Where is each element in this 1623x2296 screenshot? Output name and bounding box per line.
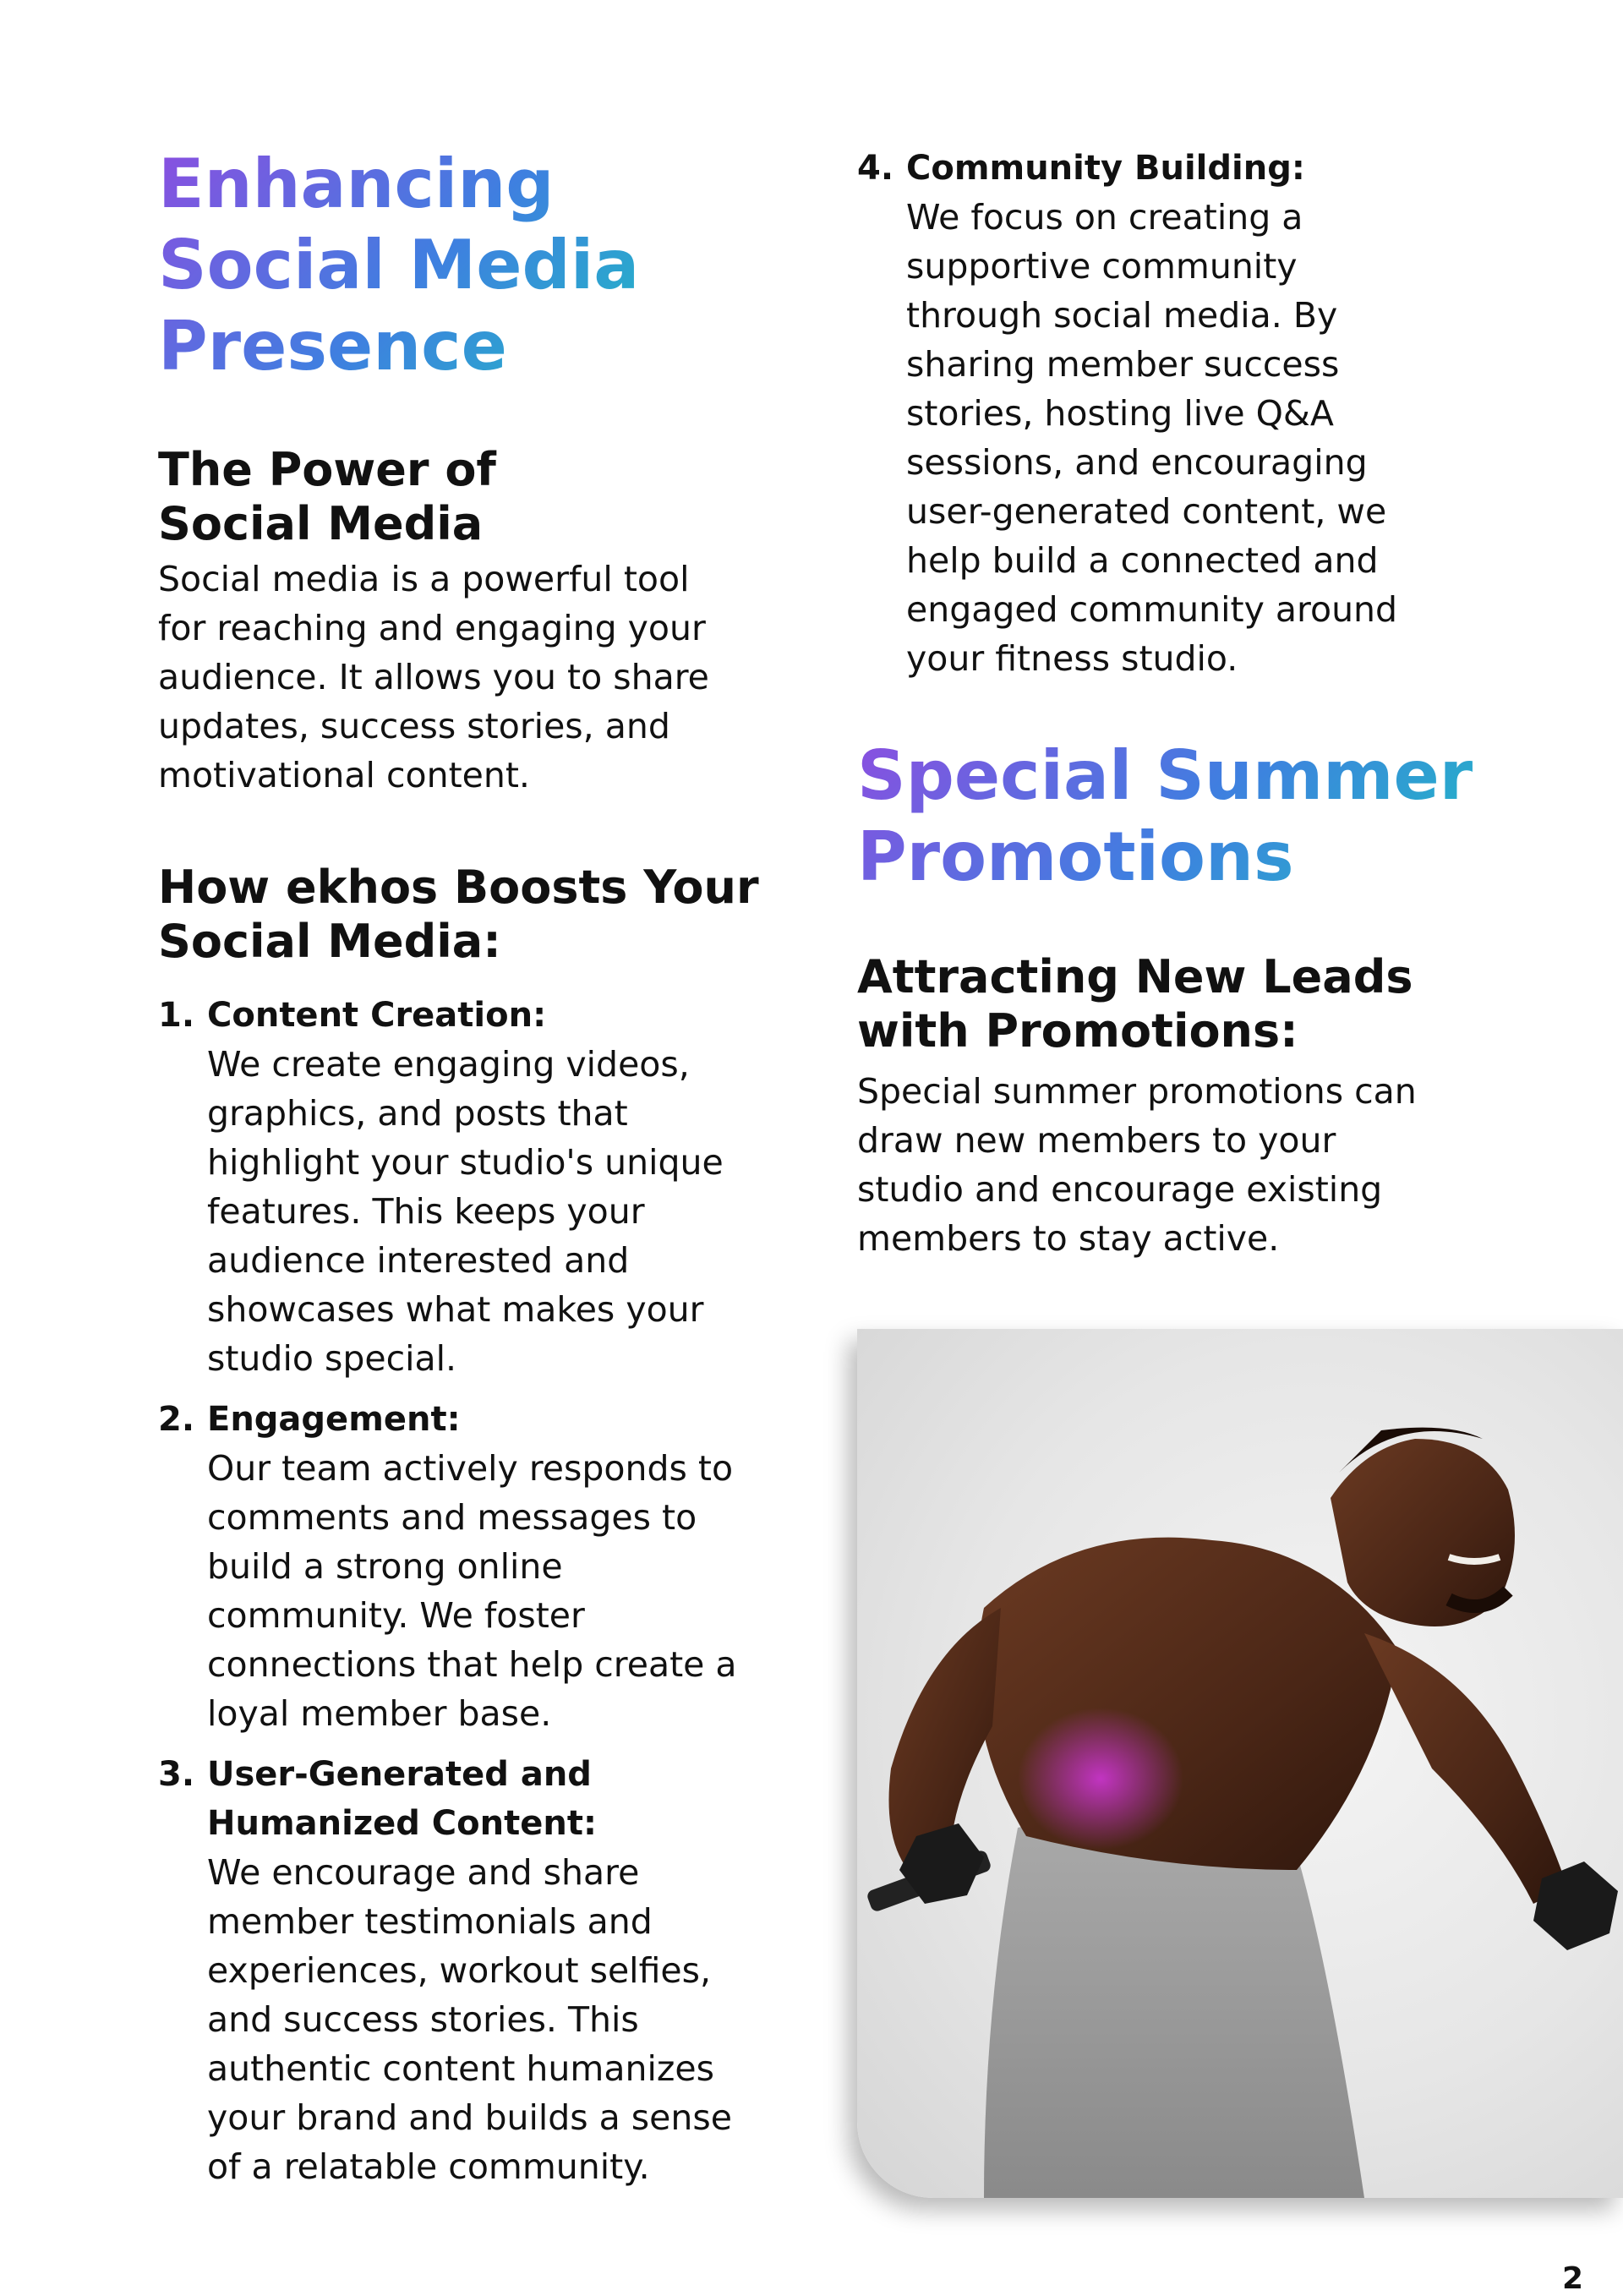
title-line: Promotions (857, 817, 1294, 896)
text-line: help build a connected and (906, 540, 1379, 581)
athlete-lifting-dumbbells-photo (857, 1329, 1623, 2198)
text-line: through social media. By (906, 295, 1338, 336)
text-line: for reaching and engaging your (158, 608, 706, 648)
list-number: 2. (158, 1400, 195, 1439)
text-line: Social media is a powerful tool (158, 559, 690, 599)
text-line: We focus on creating a (906, 197, 1303, 238)
text-line: Special summer promotions can (857, 1071, 1417, 1112)
list-number: 3. (158, 1755, 195, 1794)
right-column (857, 144, 1618, 1263)
text-line: member testimonials and (207, 1901, 653, 1942)
heading-line: The Power of (158, 443, 496, 496)
list-item-title: Community Building: (906, 149, 1305, 188)
text-line: your fitness studio. (906, 638, 1238, 679)
text-line: authentic content humanizes (207, 2048, 714, 2089)
text-line: community. We foster (207, 1595, 585, 1636)
text-line: audience. It allows you to share (158, 657, 709, 697)
list-item-title: Engagement: (207, 1400, 461, 1439)
list-item-title: Content Creation: (207, 996, 547, 1035)
text-line: of a relatable community. (207, 2146, 650, 2187)
text-line: draw new members to your (857, 1120, 1336, 1161)
heading-line: Social Media (158, 497, 484, 550)
text-line: studio and encourage existing (857, 1169, 1383, 1210)
left-column (158, 144, 784, 2203)
text-line: showcases what makes your (207, 1289, 704, 1330)
heading-line: with Promotions: (857, 1004, 1298, 1058)
power-of-social-media-text (158, 555, 784, 800)
list-number: 4. (857, 149, 894, 188)
list-item (857, 144, 1618, 683)
heading-line: How ekhos Boosts Your (158, 861, 759, 914)
text-line: highlight your studio's unique (207, 1142, 724, 1183)
heading-line: Social Media: (158, 915, 501, 968)
list-item-title: Humanized Content: (207, 1804, 597, 1843)
list-item (158, 991, 784, 1383)
list-item-title: User-Generated and (207, 1755, 592, 1794)
text-line: features. This keeps your (207, 1191, 645, 1232)
list-number: 1. (158, 996, 195, 1035)
boost-list (158, 991, 784, 2191)
attracting-leads-heading (857, 950, 1618, 1058)
text-line: comments and messages to (207, 1497, 697, 1538)
social-media-section-title (158, 144, 784, 387)
text-line: audience interested and (207, 1240, 630, 1281)
title-line: Special Summer (857, 736, 1473, 815)
text-line: and success stories. This (207, 1999, 639, 2040)
text-line: your brand and builds a sense (207, 2097, 732, 2138)
text-line: We encourage and share (207, 1852, 640, 1893)
text-line: We create engaging videos, (207, 1044, 690, 1085)
text-line: engaged community around (906, 589, 1398, 630)
heading-line: Attracting New Leads (857, 950, 1413, 1003)
title-line: Enhancing (158, 145, 555, 223)
text-line: stories, hosting live Q&A (906, 393, 1334, 434)
athlete-illustration (857, 1329, 1623, 2198)
text-line: sessions, and encouraging (906, 442, 1368, 483)
text-line: studio special. (207, 1338, 457, 1379)
dumbbell-left (866, 1823, 992, 1913)
text-line: motivational content. (158, 755, 530, 795)
text-line: supportive community (906, 246, 1298, 287)
summer-promotions-title (857, 735, 1618, 898)
text-line: loyal member base. (207, 1693, 552, 1734)
title-line: Presence (158, 307, 507, 385)
text-line: graphics, and posts that (207, 1093, 628, 1134)
attracting-leads-text (857, 1067, 1618, 1263)
text-line: Our team actively responds to (207, 1448, 734, 1489)
text-line: connections that help create a (207, 1644, 737, 1685)
boost-list-continued (857, 144, 1618, 683)
list-item (158, 1750, 784, 2191)
text-line: sharing member success (906, 344, 1340, 385)
title-line: Social Media (158, 226, 640, 304)
text-line: updates, success stories, and (158, 706, 670, 746)
power-of-social-media-heading (158, 443, 784, 551)
page-number: 2 (1561, 2261, 1583, 2296)
text-line: members to stay active. (857, 1218, 1280, 1259)
ekhos-boosts-heading (158, 861, 784, 969)
text-line: experiences, workout selfies, (207, 1950, 712, 1991)
text-line: build a strong online (207, 1546, 563, 1587)
text-line: user-generated content, we (906, 491, 1387, 532)
list-item (158, 1395, 784, 1738)
